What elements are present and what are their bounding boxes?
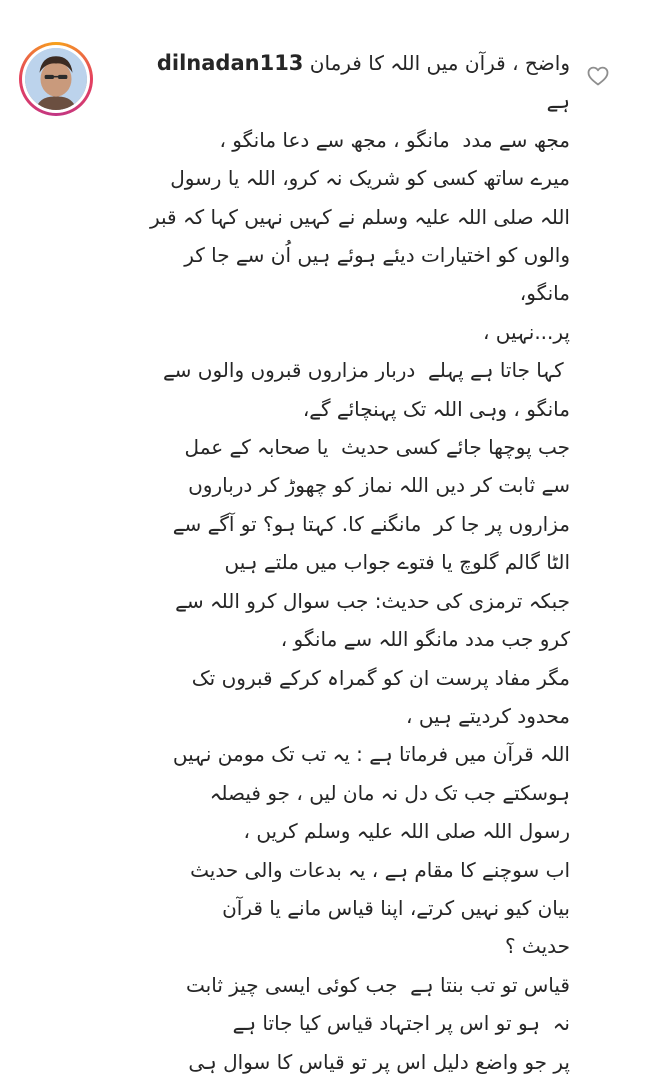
comment-text-line: سے ثابت کر دیں اللہ نماز کو چھوڑ کر درباروں	[188, 473, 570, 498]
avatar[interactable]	[19, 42, 93, 116]
comment-text-line: مانگو ، وہی اللہ تک پہنچائے گے،	[302, 396, 570, 421]
comment-body-lines	[104, 82, 570, 1081]
comment-text-line: مانگو،	[519, 281, 570, 306]
comment-text-line: نہ ہو تو اس پر اجتہاد قیاس کیا جاتا ہے	[232, 1011, 570, 1036]
comment-text-line: والوں کو اختیارات دیئے ہوئے ہیں اُن سے جا کر	[184, 243, 570, 268]
comment-text-line: مگر مفاد پرست ان کو گمراہ کرکے قبروں تک	[191, 665, 570, 690]
comment-text-line: بیان کیو نہیں کرتے، اپنا قیاس مانے یا قرآن	[222, 895, 570, 920]
profile-picture-icon	[25, 48, 87, 110]
comment-text-line: کہا جاتا ہے پہلے دربار مزاروں قبروں والوں سے	[162, 358, 570, 383]
comment-text-line: قیاس تو تب بنتا ہے جب کوئی ایسی چیز ثابت	[186, 972, 570, 997]
comment-text-line: محدود کردیتے ہیں ،	[406, 703, 570, 728]
comment-text-line: پر...نہیں ،	[482, 319, 570, 344]
comment-text-line: جب پوچھا جائے کسی حدیث یا صحابہ کے عمل	[184, 435, 570, 460]
comment-text-line: مزاروں پر جا کر مانگنے کا. کہتا ہو؟ تو آگے سے	[172, 511, 570, 536]
comment-first-line	[104, 44, 570, 82]
comment-text-line: واضح ، قرآن میں اللہ کا فرمان	[309, 51, 570, 75]
comment-text-line: اللہ صلی اللہ علیہ وسلم نے کہیں نہیں کہا کہ قبر	[149, 204, 570, 229]
comment-text-line: پر جو واضع دلیل اس پر تو قیاس کا سوال ہی	[188, 1049, 570, 1074]
avatar-photo	[25, 48, 87, 110]
comment-text-line: ہوسکتے جب تک دل نہ مان لیں ، جو فیصلہ	[209, 780, 570, 805]
comment-text-line: اب سوچنے کا مقام ہے ، یہ بدعات والی حدیث	[190, 857, 570, 882]
comment-text-line: الٹا گالم گلوچ یا فتوے جواب میں ملتے ہیں	[224, 550, 570, 575]
comment-text-line: جبکہ ترمزی کی حدیث: جب سوال کرو اللہ سے	[175, 588, 570, 613]
comment-text-line: ہے	[546, 89, 570, 114]
comment-text-line: مجھ سے مدد مانگو ، مجھ سے دعا مانگو ،	[219, 127, 570, 152]
username-link[interactable]: dilnadan113	[156, 51, 304, 75]
comment-text-line: اللہ قرآن میں فرماتا ہے : یہ تب تک مومن نہیں	[172, 742, 570, 767]
comment-text-line: میرے ساتھ کسی کو شریک نہ کرو، اللہ یا رسول	[170, 166, 570, 191]
comment-text-line: حدیث ؟	[504, 934, 570, 959]
comment-text-line: کرو جب مدد مانگو اللہ سے مانگو ،	[280, 627, 570, 652]
heart-outline-icon[interactable]	[586, 64, 610, 88]
comment-text	[104, 44, 570, 1081]
comment-text-line: رسول اللہ صلی اللہ علیہ وسلم کریں ،	[243, 819, 570, 844]
avatar-ring-gap	[22, 45, 90, 113]
